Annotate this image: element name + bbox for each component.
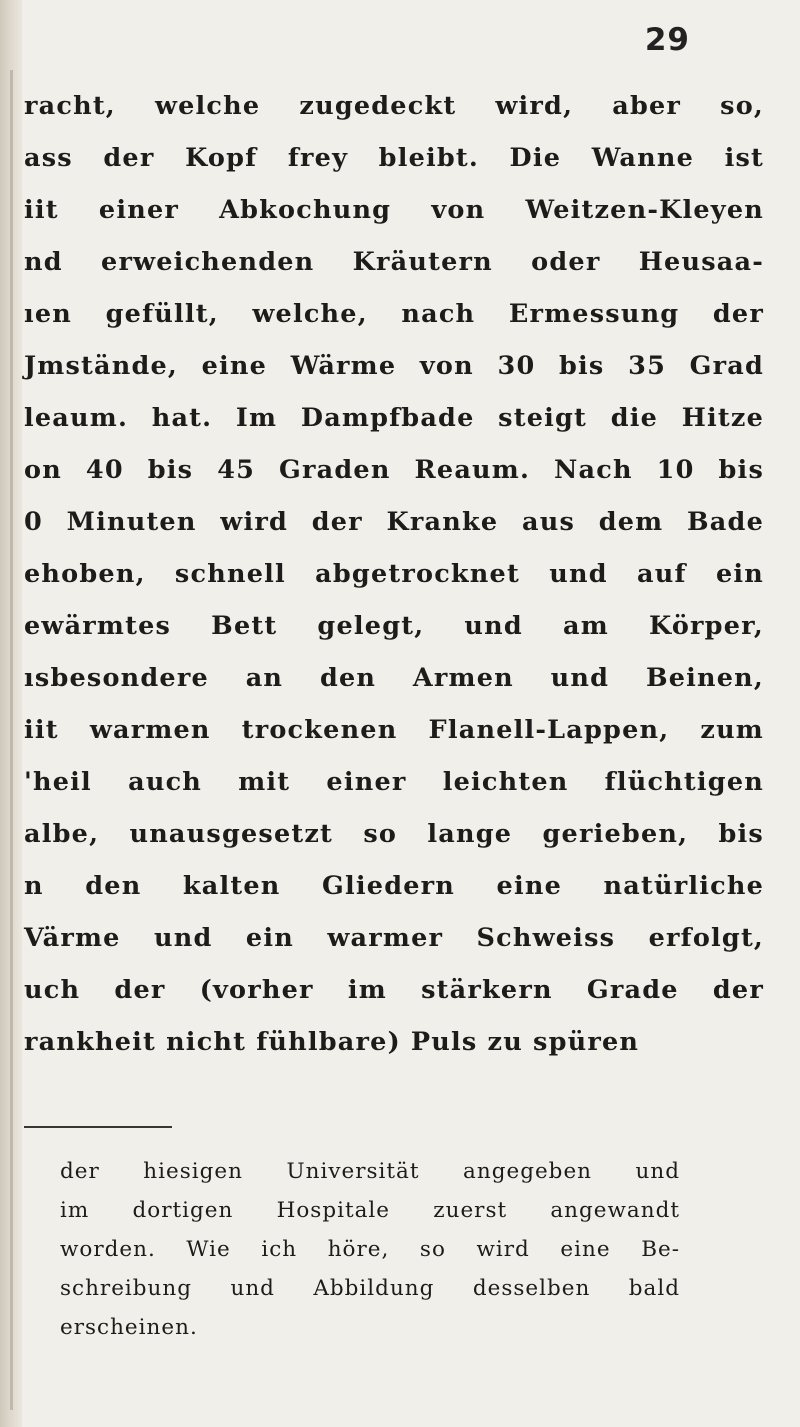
footnote-line: worden. Wie ich höre, so wird eine Be-: [60, 1237, 680, 1262]
text-line: rankheit nicht fühlbare) Puls zu spüren: [24, 1027, 640, 1057]
text-line: ıen gefüllt, welche, nach Ermessung der: [24, 299, 764, 329]
text-line: racht, welche zugedeckt wird, aber so,: [24, 91, 764, 121]
text-line: ehoben, schnell abgetrocknet und auf ein: [24, 559, 764, 589]
page-number: 29: [644, 22, 690, 58]
text-line: ewärmtes Bett gelegt, und am Körper,: [24, 611, 764, 641]
footnote-line: im dortigen Hospitale zuerst angewandt: [60, 1198, 680, 1223]
binding-gutter: [0, 0, 22, 1427]
text-line: Värme und ein warmer Schweiss erfolgt,: [24, 923, 764, 953]
binding-edge-line: [10, 70, 13, 1410]
footnote-block: [60, 1152, 680, 1347]
text-line: 'heil auch mit einer leichten flüchtigen: [24, 767, 764, 797]
text-line: iit einer Abkochung von Weitzen-Kleyen: [24, 195, 764, 225]
text-line: Jmstände, eine Wärme von 30 bis 35 Grad: [24, 351, 764, 381]
text-line: on 40 bis 45 Graden Reaum. Nach 10 bis: [24, 455, 764, 485]
text-line: albe, unausgesetzt so lange gerieben, bis: [24, 819, 764, 849]
footnote-line: schreibung und Abbildung desselben bald: [60, 1276, 680, 1301]
text-line: ısbesondere an den Armen und Beinen,: [24, 663, 764, 693]
footnote-line: der hiesigen Universität angegeben und: [60, 1159, 680, 1184]
text-line: 0 Minuten wird der Kranke aus dem Bade: [24, 507, 764, 537]
text-line: ass der Kopf frey bleibt. Die Wanne ist: [24, 143, 764, 173]
footnote-divider: [24, 1126, 172, 1128]
footnote-line: erscheinen.: [60, 1315, 198, 1340]
text-line: iit warmen trockenen Flanell-Lappen, zum: [24, 715, 764, 745]
text-line: leaum. hat. Im Dampfbade steigt die Hitze: [24, 403, 764, 433]
text-line: nd erweichenden Kräutern oder Heusaa-: [24, 247, 764, 277]
main-text-block: [24, 80, 764, 1068]
text-line: uch der (vorher im stärkern Grade der: [24, 975, 764, 1005]
text-line: n den kalten Gliedern eine natürliche: [24, 871, 764, 901]
